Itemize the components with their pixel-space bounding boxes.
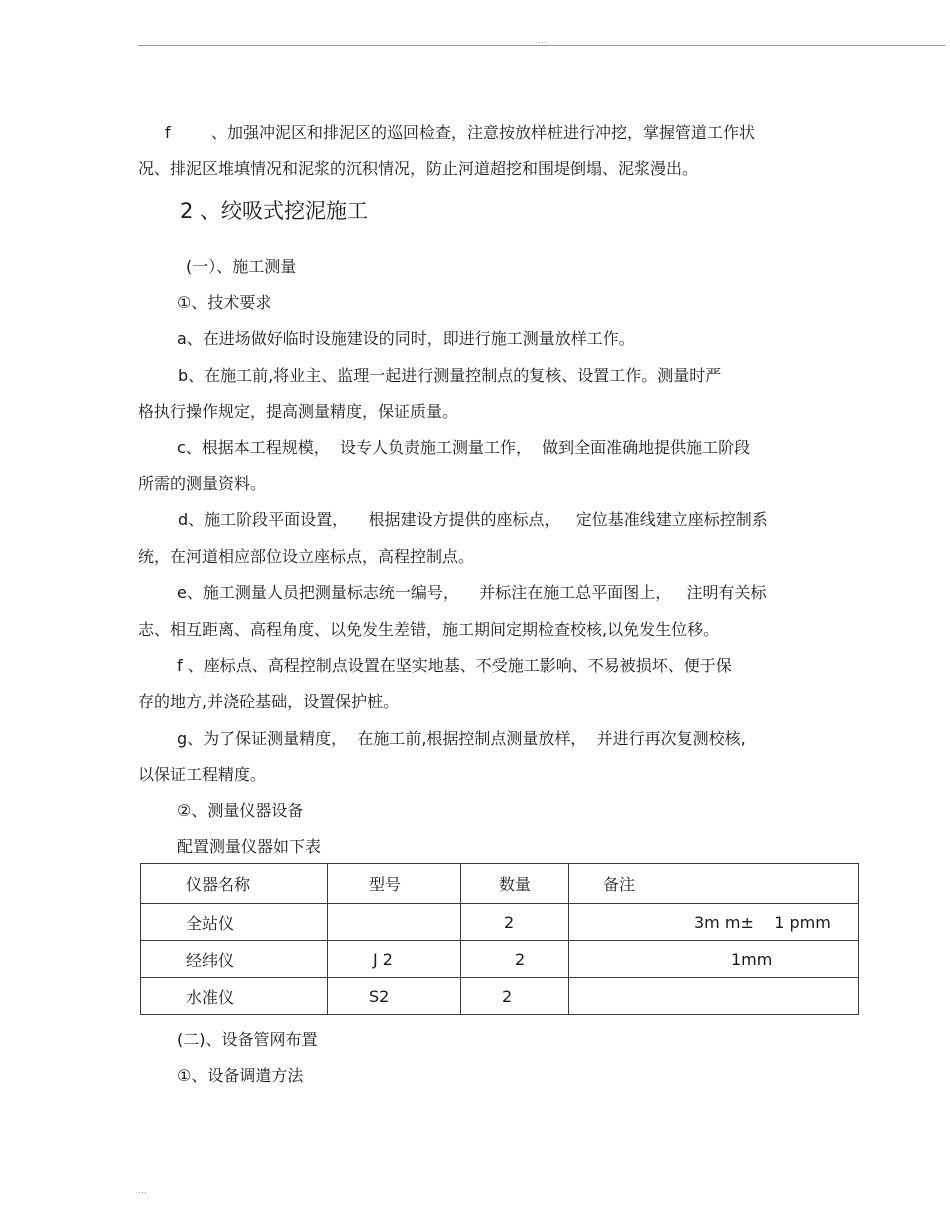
tech-req-heading: ①、技术要求 [177,293,272,312]
table-cell: S2 [328,978,461,1015]
item-f2-line1: f 、座标点、高程控制点设置在坚实地基、不受施工影响、不易被损坏、便于保 [177,656,732,675]
table-cell: J 2 [328,941,461,978]
table-cell [569,978,859,1015]
table-cell: 3m m± 1 pmm [569,904,859,941]
footer-dots: ... [138,1187,148,1195]
dispatch-heading: ①、设备调遣方法 [177,1066,304,1085]
item-b-line2: 格执行操作规定，提高测量精度，保证质量。 [138,402,459,421]
table-cell: 经纬仪 [141,941,328,978]
table-cell: 2 [461,941,569,978]
table-row [141,904,859,941]
instrument-table [140,863,859,1015]
para-f-label: f [165,123,171,142]
item-c-line1: c、根据本工程规模， 设专人负责施工测量工作， 做到全面准确地提供施工阶段 [177,438,751,457]
header-cell-remark: 备注 [569,864,859,904]
table-row [141,978,859,1015]
table-row [141,941,859,978]
item-g-line1: g、为了保证测量精度， 在施工前,根据控制点测量放样， 并进行再次复测校核, [177,729,746,748]
table-header-row [141,864,859,904]
table-cell: 水准仪 [141,978,328,1015]
subsection-1-title: (一）、施工测量 [186,257,297,276]
header-dots: ... [538,37,548,45]
para-f-line2: 况、排泥区堆填情况和泥浆的沉积情况，防止河道超挖和围堤倒塌、泥浆漫出。 [138,159,699,178]
item-b-line1: b、在施工前,将业主、监理一起进行测量控制点的复核、设置工作。测量时严 [178,366,722,385]
header-cell-quantity: 数量 [461,864,569,904]
item-d-line1: d、施工阶段平面设置， 根据建设方提供的座标点， 定位基准线建立座标控制系 [178,510,768,529]
table-cell: 1mm [569,941,859,978]
item-e-line1: e、施工测量人员把测量标志统一编号， 并标注在施工总平面图上， 注明有关标 [177,583,767,602]
section-2-title: 2 、绞吸式挖泥施工 [180,199,369,223]
item-a: a、在进场做好临时设施建设的同时，即进行施工测量放样工作。 [177,329,635,348]
header-cell-model: 型号 [328,864,461,904]
table-cell: 2 [461,904,569,941]
item-f2-line2: 存的地方,并浇砼基础，设置保护桩。 [138,692,400,711]
table-cell [328,904,461,941]
header-cell-name: 仪器名称 [141,864,328,904]
table-cell: 2 [461,978,569,1015]
item-c-line2: 所需的测量资料。 [138,474,267,493]
equipment-heading: ②、测量仪器设备 [177,801,304,820]
item-e-line2: 志、相互距离、高程角度、以免发生差错，施工期间定期检查校核,以免发生位移。 [138,620,720,639]
header-rule [138,45,945,46]
item-d-line2: 统，在河道相应部位设立座标点，高程控制点。 [138,547,475,566]
item-g-line2: 以保证工程精度。 [138,765,267,784]
subsection-2-title: (二)、设备管网布置 [177,1030,318,1049]
table-cell: 全站仪 [141,904,328,941]
para-f-line1: 、加强冲泥区和排泥区的巡回检查，注意按放样桩进行冲挖，掌握管道工作状 [211,123,756,142]
table-caption: 配置测量仪器如下表 [177,837,322,856]
